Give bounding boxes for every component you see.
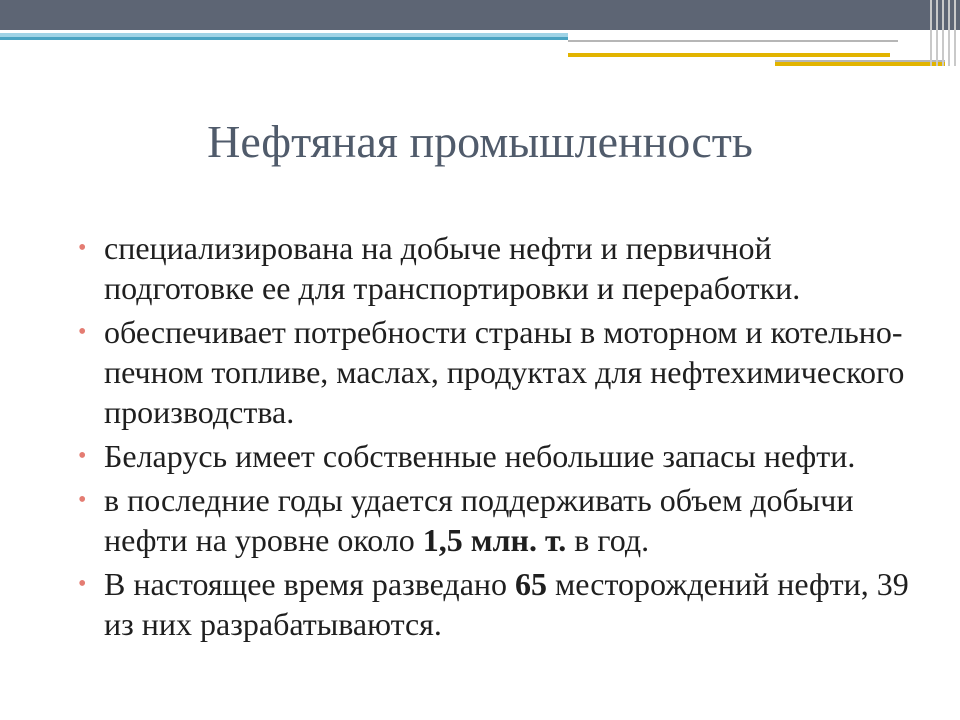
decorative-line-grey bbox=[568, 40, 898, 42]
vertical-bar bbox=[942, 0, 944, 66]
bullet-text-prefix: В настоящее время разведано bbox=[104, 566, 516, 602]
bullet-item bbox=[78, 436, 928, 476]
bullet-item bbox=[78, 312, 928, 432]
decorative-line-gold-right bbox=[775, 62, 945, 66]
bullet-list bbox=[78, 228, 928, 648]
bullet-text-highlight: 1,5 млн. т. bbox=[422, 522, 567, 558]
top-header-band bbox=[0, 0, 960, 30]
bullet-text-highlight: 65 bbox=[515, 566, 548, 602]
bullet-icon: • bbox=[78, 487, 87, 513]
vertical-bar bbox=[948, 0, 950, 66]
bullet-item bbox=[78, 228, 928, 308]
vertical-bar bbox=[930, 0, 932, 66]
bullet-icon: • bbox=[78, 571, 87, 597]
bullet-icon: • bbox=[78, 319, 87, 345]
decorative-line-blue bbox=[0, 37, 568, 40]
bullet-text: Беларусь имеет собственные небольшие запасы нефти. bbox=[104, 438, 856, 474]
bullet-item bbox=[78, 564, 928, 644]
vertical-bar bbox=[936, 0, 938, 66]
slide-title: Нефтяная промышленность bbox=[207, 116, 753, 167]
decorative-line-gold bbox=[568, 53, 890, 57]
bullet-icon: • bbox=[78, 235, 87, 261]
bullet-item bbox=[78, 480, 928, 560]
bullet-text: специализирована на добыче нефти и первичной подготовке ее для транспортировки и переработки. bbox=[104, 230, 801, 306]
vertical-bar bbox=[954, 0, 956, 66]
bullet-text-prefix: в последние годы удается поддерживать объем добычи нефти на уровне около bbox=[104, 482, 854, 558]
bullet-text: обеспечивает потребности страны в моторном и котельно-печном топливе, маслах, продуктах для нефтехимического производства. bbox=[104, 314, 905, 430]
decorative-vertical-bars bbox=[928, 0, 960, 66]
bullet-text-suffix: месторождений нефти, 39 из них разрабатываются. bbox=[104, 566, 909, 642]
bullet-icon: • bbox=[78, 443, 87, 469]
bullet-text-suffix: в год. bbox=[566, 522, 650, 558]
